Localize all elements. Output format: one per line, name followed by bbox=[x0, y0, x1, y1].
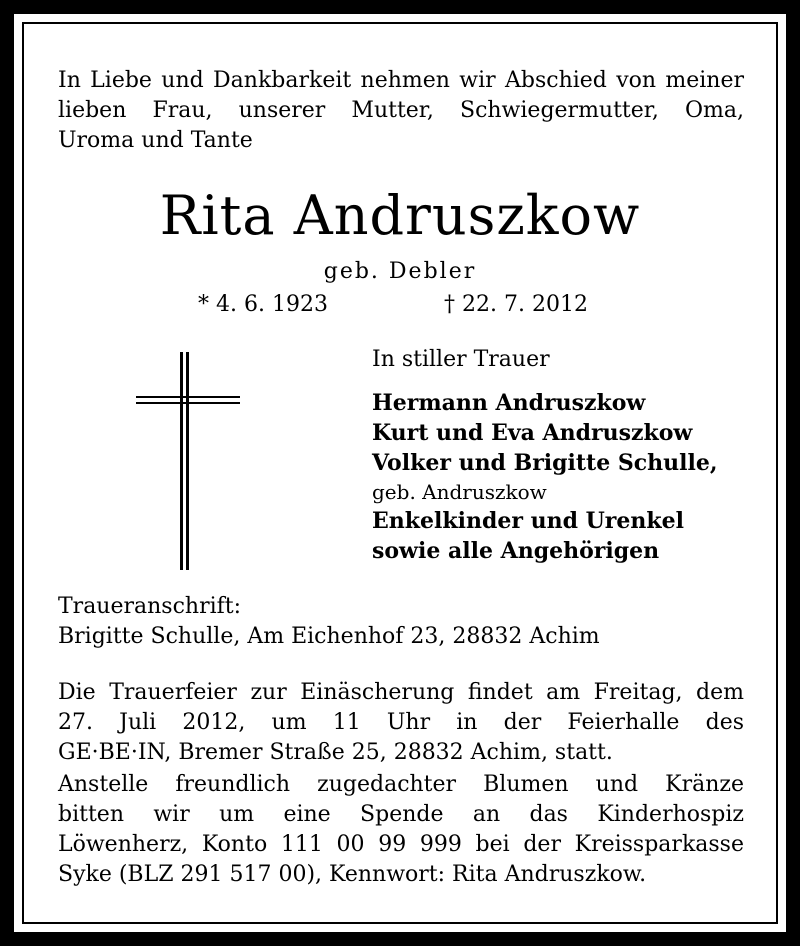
address-label: Traueranschrift: bbox=[58, 594, 242, 619]
donation-line: Anstelle freundlich zugedachter Blumen und Kränze bbox=[58, 772, 744, 797]
mourner-name: Volker und Brigitte Schulle, bbox=[372, 450, 718, 476]
donation-text bbox=[58, 770, 744, 860]
cross-icon bbox=[136, 352, 242, 572]
mourner-maiden-name: geb. Andruszkow bbox=[372, 480, 547, 504]
mourner-name: sowie alle Angehörigen bbox=[372, 538, 660, 564]
mourner-name: Hermann Andruszkow bbox=[372, 390, 646, 416]
address-value: Brigitte Schulle, Am Eichenhof 23, 28832 Achim bbox=[58, 624, 600, 649]
mourning-label: In stiller Trauer bbox=[372, 347, 550, 372]
ceremony-line: GE·BE·IN, Bremer Straße 25, 28832 Achim, statt. bbox=[58, 740, 613, 765]
ceremony-line: Die Trauerfeier zur Einäscherung findet am Freitag, dem bbox=[58, 680, 744, 705]
ceremony-text bbox=[58, 678, 744, 738]
donation-line: Löwenherz, Konto 111 00 99 999 bei der Kreissparkasse bbox=[58, 832, 744, 857]
death-date: † 22. 7. 2012 bbox=[444, 292, 588, 317]
birth-date: * 4. 6. 1923 bbox=[198, 292, 328, 317]
ceremony-line: 27. Juli 2012, um 11 Uhr in der Feierhalle des bbox=[58, 710, 744, 735]
deceased-name: Rita Andruszkow bbox=[159, 184, 641, 247]
intro-line: In Liebe und Dankbarkeit nehmen wir Abschied von meiner bbox=[58, 68, 744, 93]
intro-line: lieben Frau, unserer Mutter, Schwiegermutter, Oma, bbox=[58, 98, 744, 123]
maiden-name: geb. Debler bbox=[323, 259, 477, 284]
donation-line: Syke (BLZ 291 517 00), Kennwort: Rita Andruszkow. bbox=[58, 862, 647, 887]
intro-text bbox=[58, 66, 744, 126]
mourner-name: Enkelkinder und Urenkel bbox=[372, 508, 684, 534]
donation-line: bitten wir um eine Spende an das Kinderhospiz bbox=[58, 802, 744, 827]
intro-line: Uroma und Tante bbox=[58, 128, 253, 153]
mourner-name: Kurt und Eva Andruszkow bbox=[372, 420, 693, 446]
